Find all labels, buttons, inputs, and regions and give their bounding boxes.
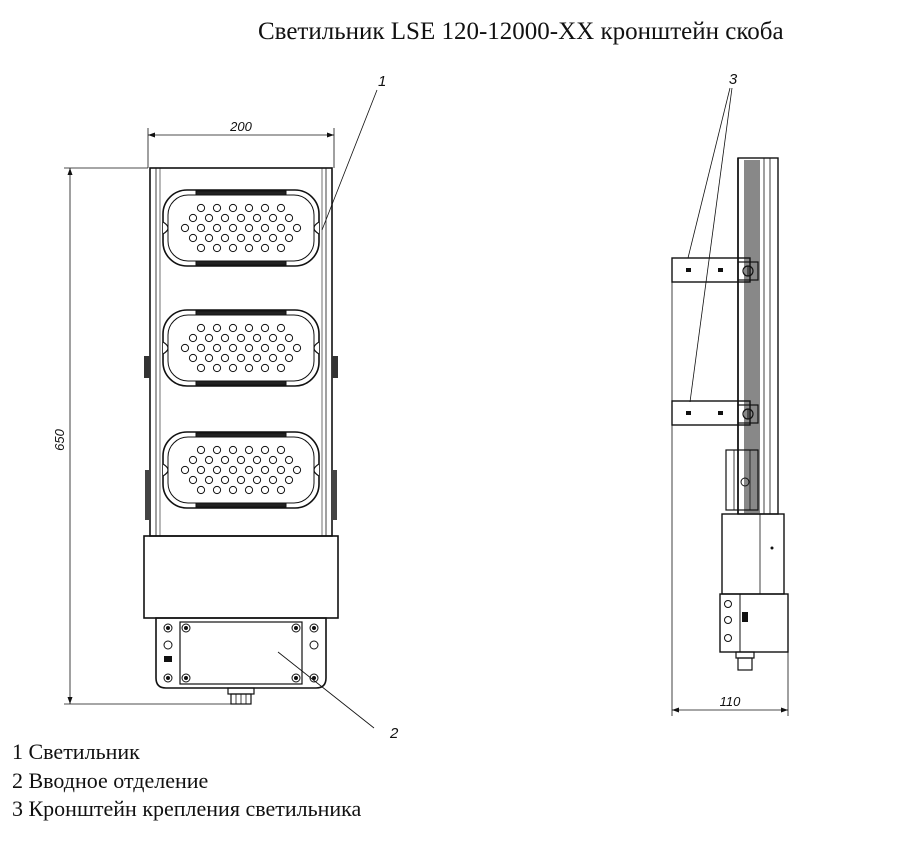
- height-dimension-label: 650: [52, 429, 67, 451]
- front-view: [64, 90, 377, 728]
- legend-item: 1 Светильник: [12, 739, 140, 764]
- legend-item: 3 Кронштейн крепления светильника: [12, 796, 362, 821]
- width-dimension-label: 200: [230, 119, 252, 134]
- callout-luminaire: 1: [378, 73, 387, 90]
- depth-dimension-label: 110: [719, 694, 741, 709]
- drawing-title: Светильник LSE 120-12000-XX кронштейн скоба: [258, 18, 784, 45]
- side-view: [672, 88, 788, 716]
- callout-input-compartment: 2: [390, 725, 399, 742]
- legend: [12, 738, 361, 824]
- legend-item: 2 Вводное отделение: [12, 767, 209, 793]
- callout-bracket: 3: [728, 71, 738, 88]
